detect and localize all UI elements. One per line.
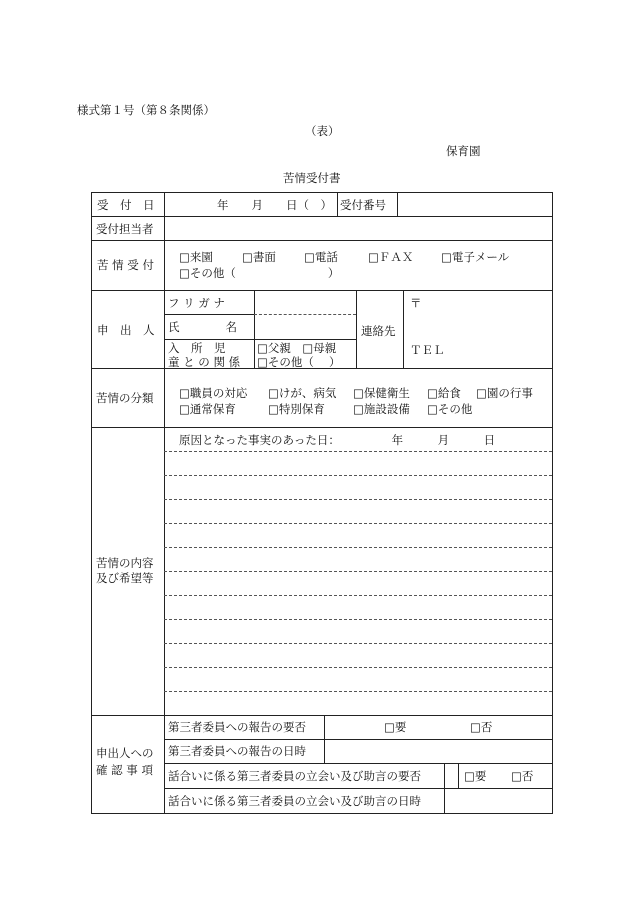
confirm-label-line2: 確 認 事 項 — [96, 763, 153, 777]
category-label: 苦情の分類 — [96, 391, 154, 405]
reception-date-field[interactable]: 年 月 日（ ） — [217, 198, 332, 212]
relation-parent-checkboxes[interactable]: □父親 □母親 — [257, 341, 337, 355]
category-facility-checkbox[interactable]: □施設設備 — [353, 402, 410, 416]
confirm-label-line1: 申出人への — [96, 746, 154, 760]
cause-date-field[interactable]: 原因となった事実のあった日： 年 月 日 — [179, 433, 496, 447]
furigana-label: フ リ ガ ナ — [168, 296, 225, 310]
form-number: 様式第１号（第８条関係） — [77, 103, 215, 117]
confirm-q1-yes-checkbox[interactable]: □要 — [384, 720, 407, 734]
category-staff-checkbox[interactable]: □職員の対応 — [179, 386, 248, 400]
confirm-q1-no-checkbox[interactable]: □否 — [470, 720, 493, 734]
category-health-checkbox[interactable]: □保健衛生 — [353, 386, 410, 400]
method-other-checkbox[interactable]: □その他（ ） — [179, 266, 340, 280]
contact-label: 連絡先 — [361, 324, 396, 338]
form-title: 苦情受付書 — [283, 171, 341, 185]
confirm-q3-label: 話合いに係る第三者委員の立会い及び助言の要否 — [168, 769, 421, 783]
confirm-q3-yes-checkbox[interactable]: □要 — [464, 769, 487, 783]
name-label: 氏 名 — [168, 320, 237, 334]
category-other-checkbox[interactable]: □その他 — [427, 402, 473, 416]
reception-date-label: 受 付 日 — [97, 198, 155, 212]
category-event-checkbox[interactable]: □園の行事 — [476, 386, 533, 400]
category-daycare-checkbox[interactable]: □通常保育 — [179, 402, 236, 416]
method-visit-checkbox[interactable]: □来園 — [179, 250, 213, 264]
reception-number-label: 受付番号 — [340, 198, 386, 212]
complaint-form-table — [91, 192, 553, 814]
postal-mark: 〒 — [410, 296, 422, 310]
relation-other-checkbox[interactable]: □その他（ ） — [257, 355, 341, 369]
method-fax-checkbox[interactable]: □ＦＡＸ — [368, 250, 414, 264]
content-label-line2: 及び希望等 — [96, 571, 154, 585]
form-side: （表） — [305, 124, 340, 138]
method-phone-checkbox[interactable]: □電話 — [304, 250, 338, 264]
confirm-q2-label: 第三者委員への報告の日時 — [168, 744, 306, 758]
tel-label: ＴＥＬ — [410, 343, 445, 357]
category-injury-checkbox[interactable]: □けが、病気 — [268, 386, 337, 400]
category-meal-checkbox[interactable]: □給食 — [427, 386, 461, 400]
applicant-label: 申 出 人 — [97, 323, 155, 337]
staff-label: 受付担当者 — [96, 222, 154, 236]
relation-label-line2: 童 と の 関 係 — [168, 355, 241, 369]
confirm-q1-label: 第三者委員への報告の要否 — [168, 720, 306, 734]
relation-label-line1: 入 所 児 — [168, 341, 226, 355]
confirm-q3-no-checkbox[interactable]: □否 — [511, 769, 534, 783]
confirm-q4-label: 話合いに係る第三者委員の立会い及び助言の日時 — [168, 794, 421, 808]
content-label-line1: 苦情の内容 — [96, 556, 154, 570]
method-label: 苦 情 受 付 — [97, 258, 154, 272]
org-name: 保育園 — [446, 144, 481, 158]
method-email-checkbox[interactable]: □電子メール — [441, 250, 510, 264]
category-special-checkbox[interactable]: □特別保育 — [268, 402, 325, 416]
method-letter-checkbox[interactable]: □書面 — [242, 250, 276, 264]
